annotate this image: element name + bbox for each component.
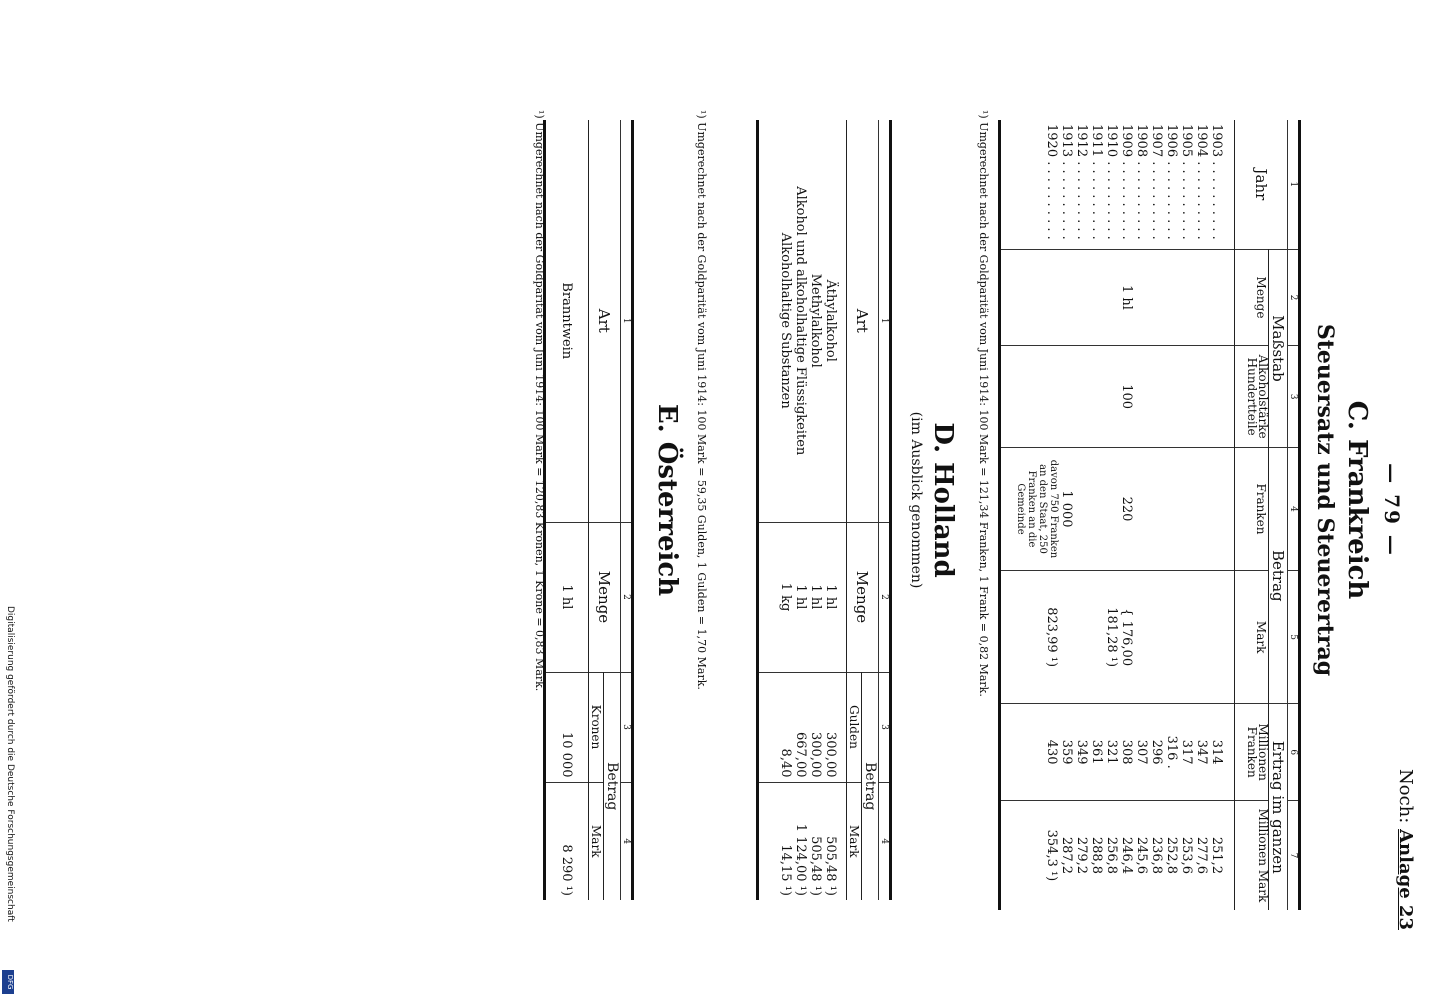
header-kronen: Kronen — [589, 672, 604, 782]
dfg-logo-text: DFG — [6, 974, 14, 990]
year-cell: 1920 . . . . . . . . . . — [1044, 124, 1060, 240]
holland-title: D. Holland — [928, 422, 958, 578]
ertrag-franken-cell: 359 — [1060, 704, 1075, 800]
year-cell: 1907 . . . . . . . . . . — [1149, 124, 1165, 240]
anlage-label — [1395, 690, 1416, 930]
ertrag-mark-cell: 354,3 ¹) — [1000, 800, 1060, 910]
rate-menge-cell: 1 hl — [1120, 249, 1135, 345]
table-row — [1180, 120, 1195, 910]
austria-table — [543, 120, 634, 900]
rate-alk-cell: 100 — [1120, 346, 1135, 448]
france-header-top — [1269, 120, 1288, 910]
art-cell: Alkoholhaltige Substanzen — [778, 232, 794, 409]
header-betrag: Betrag — [604, 672, 621, 900]
colnum: 3 — [879, 672, 891, 782]
holland-column-numbers — [879, 120, 891, 900]
menge-cell: 1 hl — [824, 522, 839, 672]
colnum: 4 — [879, 782, 891, 900]
colnum: 4 — [621, 782, 633, 900]
ertrag-franken-cell: 347 — [1195, 704, 1210, 800]
ertrag-franken-cell: 308 — [1120, 704, 1135, 800]
menge-cell: 1 kg — [758, 522, 794, 672]
gulden-cell: 300,00 — [809, 672, 824, 782]
table-row — [824, 120, 839, 900]
header-menge: Menge — [589, 522, 621, 672]
table-row — [1120, 120, 1135, 910]
austria-header-top — [604, 120, 621, 900]
dfg-credit-svg — [1, 604, 15, 996]
mark-cell: 505,48 ¹) — [809, 782, 824, 900]
year-cell: 1910 . . . . . . . . . . — [1104, 124, 1120, 240]
colnum: 2 — [1288, 249, 1300, 345]
france-column-numbers — [1288, 120, 1300, 910]
ertrag-franken-cell: 321 — [1105, 704, 1120, 800]
colnum: 1 — [621, 120, 633, 522]
ertrag-franken-cell: 349 — [1075, 704, 1090, 800]
menge-cell: 1 hl — [809, 522, 824, 672]
ertrag-mark-cell: 245,6 — [1135, 800, 1150, 910]
year-cell: 1911 . . . . . . . . . . — [1089, 124, 1105, 240]
holland-table — [756, 120, 892, 900]
year-cell: 1909 . . . . . . . . . . — [1119, 124, 1135, 240]
header-gulden: Gulden — [847, 672, 862, 782]
colnum: 7 — [1288, 800, 1300, 910]
header-mio-mark: Millionen Mark — [1235, 800, 1269, 910]
art-cell: Äthylalkohol — [823, 279, 839, 362]
dfg-credit-text: Digitalisierung gefördert durch die Deutsche Forschungsgemeinschaft — [5, 606, 15, 922]
page-number: — 79 — — [1380, 463, 1404, 557]
colnum: 5 — [1288, 570, 1300, 704]
table-row — [1150, 120, 1165, 910]
mark-cell: 505,48 ¹) — [824, 782, 839, 900]
header-menge: Menge — [847, 522, 879, 672]
holland-subtitle: (im Ausblick genommen) — [908, 411, 924, 589]
table-row — [545, 120, 589, 900]
ertrag-mark-cell: 253,6 — [1180, 800, 1195, 910]
menge-cell: 1 hl — [794, 522, 809, 672]
gulden-cell: 300,00 — [824, 672, 839, 782]
year-cell: 1906 . . . . . . . . . . — [1164, 124, 1180, 240]
year-cell: 1908 . . . . . . . . . . — [1134, 124, 1150, 240]
colnum: 4 — [1288, 448, 1300, 571]
gulden-cell: 8,40 — [758, 672, 794, 782]
mark-cell: 1 124,00 ¹) — [794, 782, 809, 900]
france-subtitle: Steuersatz und Steuerertrag — [1312, 323, 1338, 677]
year-cell: 1913 . . . . . . . . . . — [1059, 124, 1075, 240]
ertrag-franken-cell: 430 — [1000, 704, 1060, 800]
ertrag-franken-cell: 316 . — [1165, 704, 1180, 800]
colnum: 3 — [1288, 346, 1300, 448]
header-mark: Mark — [1235, 570, 1269, 704]
kronen-cell: 10 000 — [545, 672, 589, 782]
year-cell: 1903 . . . . . . . . . . — [1209, 124, 1225, 240]
austria-column-numbers — [621, 120, 633, 900]
year-cell: 1912 . . . . . . . . . . — [1074, 124, 1090, 240]
ertrag-mark-cell: 279,2 — [1075, 800, 1090, 910]
rate-mark-value: 181,28 ¹) — [1105, 570, 1120, 704]
table-row — [1135, 120, 1150, 910]
colnum: 1 — [879, 120, 891, 522]
colnum: 3 — [621, 672, 633, 782]
table-row — [1195, 120, 1210, 910]
rate-mark-cell: { 176,00 — [1120, 570, 1135, 704]
table-row — [1105, 120, 1120, 910]
holland-footnote: ¹) Umgerechnet nach der Goldparität vom Juni 1914: 100 Mark = 59,35 Gulden, 1 Gulden = 1,70 Mark. — [695, 110, 708, 690]
anlage-prefix: Noch: — [1395, 769, 1416, 824]
header-mark: Mark — [847, 782, 862, 900]
header-art: Art — [589, 120, 621, 522]
ertrag-mark-cell: 251,2 — [1210, 800, 1225, 910]
rate-b-mark: 823,99 ¹) — [1000, 570, 1060, 704]
ertrag-mark-cell: 252,8 — [1165, 800, 1180, 910]
colnum: 2 — [621, 522, 633, 672]
austria-footnote: ¹) Umgerechnet nach der Goldparität vom Juni 1914: 100 Mark = 120,83 Kronen, 1 Krone = 0,83 Mark. — [533, 110, 546, 692]
art-cell: Methylalkohol — [808, 273, 824, 368]
anlage-name: Anlage 23 — [1395, 829, 1416, 930]
mark-cell: 14,15 ¹) — [758, 782, 794, 900]
year-cell: 1904 . . . . . . . . . . — [1194, 124, 1210, 240]
ertrag-mark-cell: 246,4 — [1120, 800, 1135, 910]
rate-b-note: davon 750 Franken an den Staat, 250 Franken an die Gemeinde — [1015, 459, 1060, 559]
header-mark: Mark — [589, 782, 604, 900]
header-massstab: Maßstab — [1269, 249, 1288, 447]
header-alk: Alkoholstärke Hundertteile — [1235, 346, 1269, 448]
ertrag-franken-cell: 296 — [1150, 704, 1165, 800]
colnum: 1 — [1288, 120, 1300, 249]
table-row — [1090, 120, 1105, 910]
rate-b-franken-cell — [1000, 448, 1075, 571]
table-row — [1210, 120, 1225, 910]
header-betrag: Betrag — [1269, 448, 1288, 704]
art-cell: Branntwein — [559, 282, 575, 360]
header-franken: Franken — [1235, 448, 1269, 571]
year-cell: 1905 . . . . . . . . . . — [1179, 124, 1195, 240]
france-footnote: ¹) Umgerechnet nach der Goldparität vom Juni 1914: 100 Mark = 121,34 Franken, 1 Frank = 0,82 Mark. — [977, 110, 990, 697]
ertrag-mark-cell: 288,8 — [1090, 800, 1105, 910]
header-betrag: Betrag — [862, 672, 879, 900]
rate-franken-cell: 220 — [1120, 448, 1135, 571]
ertrag-mark-cell: 277,6 — [1195, 800, 1210, 910]
header-menge: Menge — [1235, 249, 1269, 345]
mark-cell: 8 290 ¹) — [545, 782, 589, 900]
table-row — [1060, 120, 1075, 910]
table-row — [809, 120, 824, 900]
colnum: 6 — [1288, 704, 1300, 800]
rate-mark-value: 176,00 — [1119, 620, 1135, 667]
ertrag-franken-cell: 314 — [1210, 704, 1225, 800]
ertrag-franken-cell: 317 — [1180, 704, 1195, 800]
holland-header-top — [862, 120, 879, 900]
menge-cell: 1 hl — [545, 522, 589, 672]
table-row — [1075, 120, 1090, 910]
header-ertrag: Ertrag im ganzen — [1269, 704, 1288, 910]
table-row — [794, 120, 809, 900]
colnum: 2 — [879, 522, 891, 672]
table-row — [1165, 120, 1180, 910]
ertrag-mark-cell: 256,8 — [1105, 800, 1120, 910]
ertrag-franken-cell: 361 — [1090, 704, 1105, 800]
table-row — [758, 120, 794, 900]
gulden-cell: 667,00 — [794, 672, 809, 782]
france-table — [998, 120, 1301, 910]
header-jahr: Jahr — [1235, 120, 1288, 249]
france-title: C. Frankreich — [1342, 400, 1372, 600]
austria-title: E. Österreich — [652, 403, 682, 597]
ertrag-mark-cell: 287,2 — [1060, 800, 1075, 910]
rate-b-franken: 1 000 — [1059, 490, 1075, 528]
ertrag-mark-cell: 236,8 — [1150, 800, 1165, 910]
header-art: Art — [847, 120, 879, 522]
ertrag-franken-cell: 307 — [1135, 704, 1150, 800]
art-cell: Alkohol und alkoholhaltige Flüssigkeiten — [793, 186, 809, 456]
dfg-credit — [1, 604, 15, 996]
header-mio-franken: Millionen Franken — [1235, 704, 1269, 800]
